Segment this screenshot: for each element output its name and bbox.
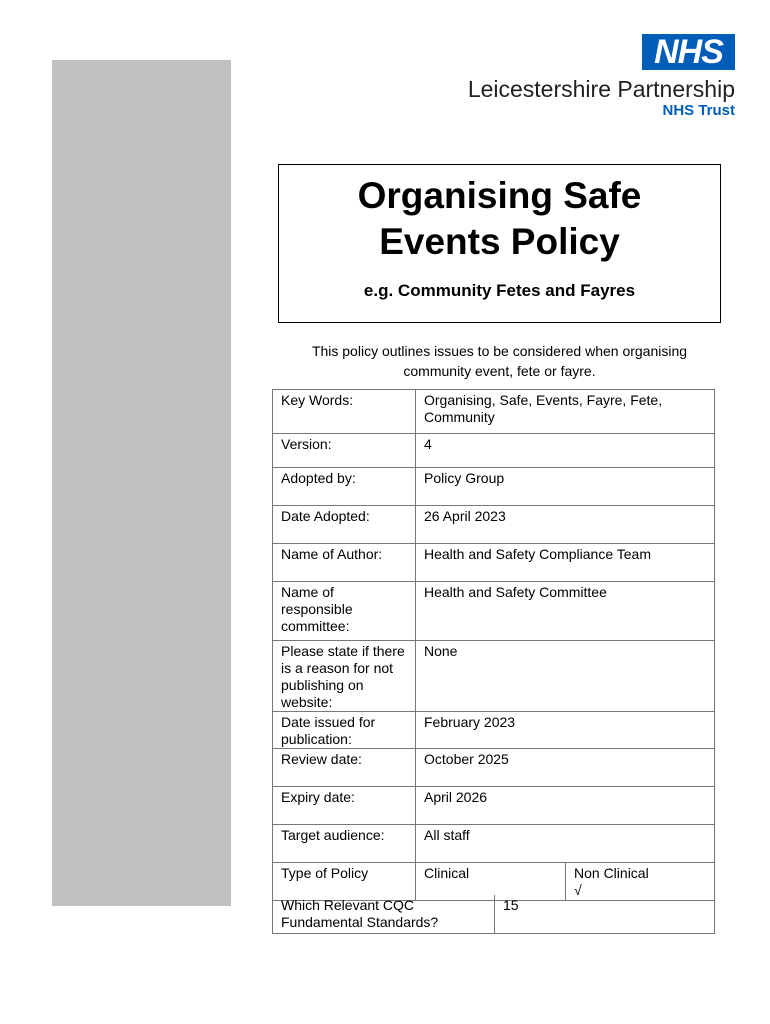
row-label: Type of Policy — [273, 863, 416, 901]
row-value: February 2023 — [416, 712, 715, 749]
org-subtitle: NHS Trust — [662, 102, 735, 119]
tick-mark: √ — [574, 882, 582, 898]
table-row — [273, 749, 715, 787]
table-row — [273, 544, 715, 582]
row-label: Target audience: — [273, 825, 416, 863]
row-value: Health and Safety Committee — [416, 582, 715, 641]
row-value: Policy Group — [416, 468, 715, 506]
row-value: April 2026 — [416, 787, 715, 825]
table-row — [273, 506, 715, 544]
row-value: Organising, Safe, Events, Fayre, Fete, Community — [416, 390, 715, 434]
policy-type-clinical: Clinical — [416, 863, 566, 901]
row-label: Name of responsible committee: — [273, 582, 416, 641]
non-clinical-label: Non Clinical — [574, 865, 649, 881]
cqc-value: 15 — [495, 895, 715, 933]
row-label: Expiry date: — [273, 787, 416, 825]
cqc-label: Which Relevant CQC Fundamental Standards? — [273, 895, 495, 933]
intro-text: This policy outlines issues to be considered when organising community event, fete or fayre. — [311, 343, 688, 379]
policy-info-table — [272, 389, 715, 901]
document-subtitle: e.g. Community Fetes and Fayres — [363, 281, 636, 300]
row-value: All staff — [416, 825, 715, 863]
org-name: Leicestershire Partnership — [467, 76, 735, 102]
table-row — [273, 390, 715, 434]
table-row — [273, 825, 715, 863]
table-row — [273, 787, 715, 825]
nhs-logo: NHS — [642, 34, 735, 70]
row-label: Please state if there is a reason for not publishing on website: — [273, 641, 416, 712]
row-label: Adopted by: — [273, 468, 416, 506]
row-value: Health and Safety Compliance Team — [416, 544, 715, 582]
document-title: Organising Safe Events Policy — [357, 175, 642, 262]
table-row — [273, 468, 715, 506]
row-value: 26 April 2023 — [416, 506, 715, 544]
row-label: Date issued for publication: — [273, 712, 416, 749]
side-bar — [52, 60, 231, 906]
row-label: Date Adopted: — [273, 506, 416, 544]
table-row — [273, 582, 715, 641]
title-box — [278, 164, 721, 323]
table-row-cqc — [273, 895, 715, 933]
row-value: 4 — [416, 434, 715, 468]
row-label: Version: — [273, 434, 416, 468]
cqc-table — [272, 895, 715, 934]
row-value: October 2025 — [416, 749, 715, 787]
row-value: None — [416, 641, 715, 712]
table-row — [273, 641, 715, 712]
row-label: Key Words: — [273, 390, 416, 434]
table-row — [273, 712, 715, 749]
row-label: Review date: — [273, 749, 416, 787]
row-label: Name of Author: — [273, 544, 416, 582]
table-row — [273, 434, 715, 468]
